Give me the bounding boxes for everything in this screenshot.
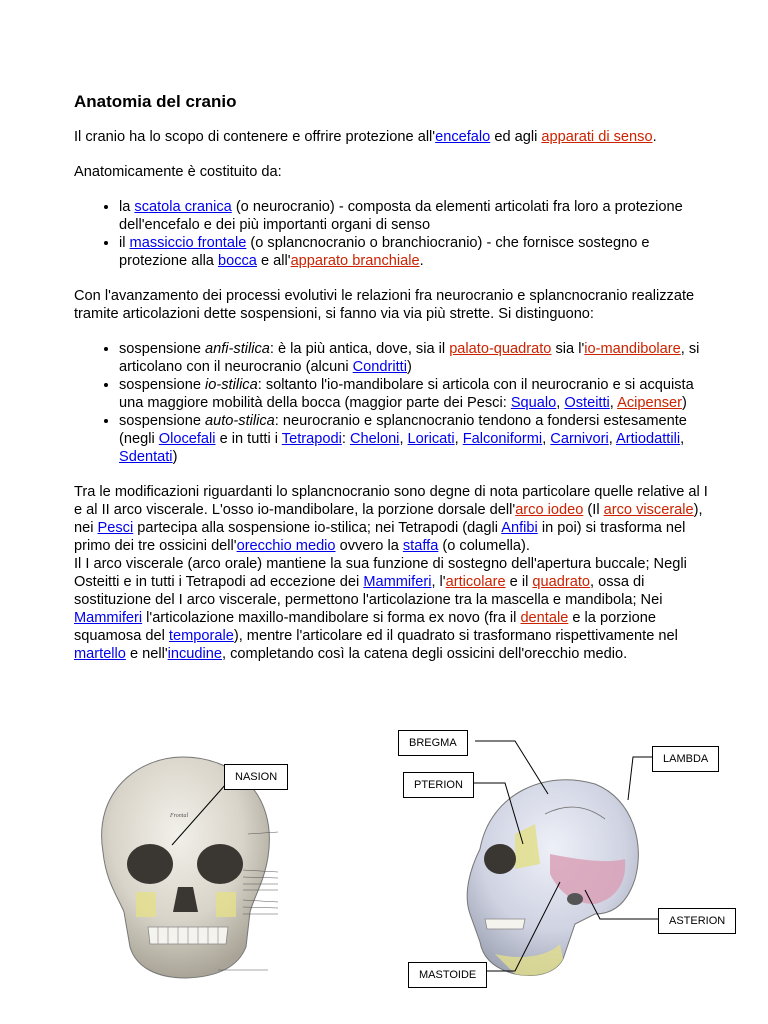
list-item: • sospensione auto-stilica: neurocranio e splancnocranio tendono a fondersi estesamente (negli Olocefali e in tutti i Tetrapodi: Cheloni, Loricati, Falconiformi, Carnivori, Artiodattili, Sdentati) bbox=[119, 412, 714, 466]
link-articolare[interactable]: articolare bbox=[445, 574, 506, 590]
link-olocefali[interactable]: Olocefali bbox=[158, 431, 216, 447]
link-artiodattili[interactable]: Artiodattili bbox=[616, 431, 681, 447]
link-encefalo[interactable]: encefalo bbox=[435, 129, 491, 145]
list-item: • sospensione anfi-stilica: è la più antica, dove, sia il palato-quadrato sia l'io-mandibolare, si articolano con il neurocranio (alcuni Condritti) bbox=[119, 340, 714, 376]
label-nasion: NASION bbox=[224, 764, 288, 790]
link-condritti[interactable]: Condritti bbox=[352, 359, 407, 375]
svg-text:Frontal: Frontal bbox=[170, 813, 189, 819]
link-mammiferi-2[interactable]: Mammiferi bbox=[74, 610, 143, 626]
link-orecchio-medio[interactable]: orecchio medio bbox=[236, 538, 336, 554]
link-arco-iodeo[interactable]: arco iodeo bbox=[515, 502, 584, 518]
link-mammiferi[interactable]: Mammiferi bbox=[363, 574, 432, 590]
link-staffa[interactable]: staffa bbox=[402, 538, 439, 554]
paragraph-anatomy: Anatomicamente è costituito da: bbox=[74, 164, 282, 180]
link-scatola-cranica[interactable]: scatola cranica bbox=[134, 199, 232, 215]
link-loricati[interactable]: Loricati bbox=[407, 431, 455, 447]
link-anfibi[interactable]: Anfibi bbox=[501, 520, 538, 536]
list-item: • la scatola cranica (o neurocranio) - composta da elementi articolati fra loro a protezione dell'encefalo e dei più importanti organi di senso bbox=[119, 198, 714, 234]
label-mastoide: MASTOIDE bbox=[408, 962, 487, 988]
paragraph-evolution: Con l'avanzamento dei processi evolutivi le relazioni fra neurocranio e splancnocranio realizzate tramite articolazioni dette sospensioni, si fanno via via più strette. Si distinguono: bbox=[74, 288, 695, 322]
link-carnivori[interactable]: Carnivori bbox=[550, 431, 609, 447]
paragraph-arches: Tra le modificazioni riguardanti lo splancnocranio sono degne di nota particolare quelle relative al I e al II arco viscerale. L'osso io-mandibolare, la porzione dorsale dell'arco iodeo (Il arco viscerale), nei Pesci partecipa alla sospensione io-stilica; nei Tetrapodi (dagli Anfibi in poi) si trasforma nel primo dei tre ossicini dell'orecchio medio ovvero la staffa (o columella). Il I arco viscerale (arco orale) mantiene la sua funzione di sostegno dell'apertura buccale; Negli Osteitti e in tutti i Tetrapodi ad eccezione dei Mammiferi, l'articolare e il quadrato, ossa di sostituzione del I arco viscerale, permettono l'articolazione tra la mascella e mandibola; Nei Mammiferi l'articolazione maxillo-mandibolare si forma ex novo (fra il dentale e la porzione squamosa del temporale), mentre l'articolare ed il quadrato si trasformano rispettivamente nel martello e nell'incudine, completando così la catena degli ossicini dell'orecchio medio. bbox=[74, 484, 708, 662]
label-asterion: ASTERION bbox=[658, 908, 736, 934]
document-body bbox=[74, 92, 714, 663]
link-incudine[interactable]: incudine bbox=[167, 646, 223, 662]
skull-figures bbox=[0, 722, 768, 1024]
link-martello[interactable]: martello bbox=[74, 646, 126, 662]
link-cheloni[interactable]: Cheloni bbox=[349, 431, 400, 447]
link-bocca[interactable]: bocca bbox=[217, 253, 257, 269]
link-osteitti[interactable]: Osteitti bbox=[564, 395, 610, 411]
paragraph-intro: Il cranio ha lo scopo di contenere e offrire protezione all'encefalo ed agli apparati di senso. bbox=[74, 129, 657, 145]
link-palato-quadrato[interactable]: palato-quadrato bbox=[449, 341, 552, 357]
link-acipenser[interactable]: Acipenser bbox=[617, 395, 683, 411]
label-bregma: BREGMA bbox=[398, 730, 468, 756]
list-item: • il massiccio frontale (o splancnocranio o branchiocranio) - che fornisce sostegno e protezione alla bocca e all'apparato branchiale. bbox=[119, 234, 714, 270]
link-temporale[interactable]: temporale bbox=[168, 628, 234, 644]
label-pterion: PTERION bbox=[403, 772, 474, 798]
list-components bbox=[74, 198, 714, 270]
list-item: • sospensione io-stilica: soltanto l'io-mandibolare si articola con il neurocranio e si acquista una maggiore mobilità della bocca (maggior parte dei Pesci: Squalo, Osteitti, Acipenser) bbox=[119, 376, 714, 412]
link-falconiformi[interactable]: Falconiformi bbox=[462, 431, 543, 447]
link-quadrato[interactable]: quadrato bbox=[532, 574, 591, 590]
link-massiccio-frontale[interactable]: massiccio frontale bbox=[129, 235, 247, 251]
link-squalo[interactable]: Squalo bbox=[510, 395, 557, 411]
link-tetrapodi[interactable]: Tetrapodi bbox=[281, 431, 342, 447]
link-pesci[interactable]: Pesci bbox=[97, 520, 134, 536]
link-apparato-branchiale[interactable]: apparato branchiale bbox=[290, 253, 420, 269]
link-sdentati[interactable]: Sdentati bbox=[119, 449, 173, 465]
link-apparati-di-senso[interactable]: apparati di senso bbox=[541, 129, 653, 145]
link-io-mandibolare[interactable]: io-mandibolare bbox=[584, 341, 681, 357]
label-lambda: LAMBDA bbox=[652, 746, 719, 772]
link-arco-viscerale[interactable]: arco viscerale bbox=[603, 502, 694, 518]
link-dentale[interactable]: dentale bbox=[520, 610, 569, 626]
list-suspensions bbox=[74, 340, 714, 466]
page-title: Anatomia del cranio bbox=[74, 92, 237, 111]
